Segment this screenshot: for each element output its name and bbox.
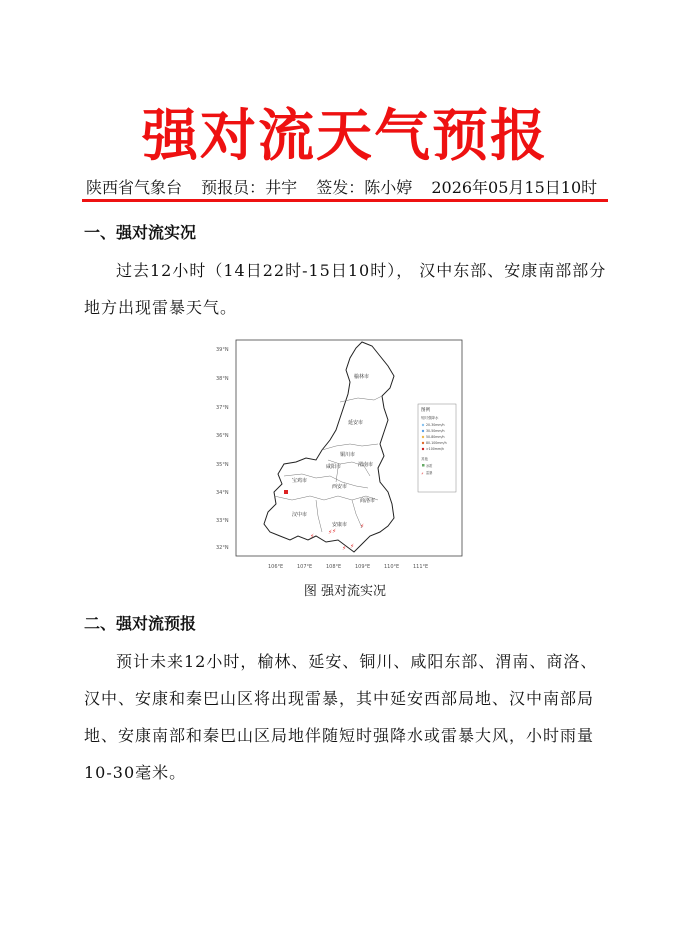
thunderstorm-marker: ⚡ bbox=[350, 543, 355, 550]
legend-rain-title: 短时强降水 bbox=[421, 416, 439, 420]
city-label: 渭南市 bbox=[358, 462, 374, 468]
observation-map bbox=[212, 336, 466, 572]
lat-label: 33°N bbox=[216, 518, 229, 524]
city-label: 铜川市 bbox=[340, 452, 356, 458]
map-legend bbox=[418, 404, 456, 492]
section2-text: 预计未来12小时，榆林、延安、铜川、咸阳东部、渭南、商洛、汉中、安康和秦巴山区将出现雷暴，其中延安西部局地、汉中南部局地、安康南部和秦巴山区局地伴随短时强降水或雷暴大风，小时雨量10-30毫米。 bbox=[84, 652, 598, 782]
city-label: 榆林市 bbox=[354, 374, 370, 380]
section1-heading: 一、强对流实况 bbox=[84, 223, 197, 242]
lon-label: 110°E bbox=[384, 564, 400, 570]
thunderstorm-marker: ⚡ bbox=[310, 533, 315, 540]
lon-label: 107°E bbox=[297, 564, 313, 570]
legend-item: 50-80mm/h bbox=[426, 435, 445, 439]
section2-heading: 二、强对流预报 bbox=[84, 614, 197, 633]
thunderstorm-marker: ⚡ bbox=[332, 528, 337, 535]
city-label: 安康市 bbox=[332, 522, 348, 528]
issuer: 签发：陈小婷 bbox=[316, 178, 413, 197]
header-divider bbox=[82, 199, 608, 202]
lat-label: 36°N bbox=[216, 433, 229, 439]
thunderstorm-marker: ⚡ bbox=[360, 523, 365, 530]
city-label: 咸阳市 bbox=[326, 464, 342, 470]
lon-label: 106°E bbox=[268, 564, 284, 570]
legend-item: 冰雹 bbox=[426, 464, 433, 468]
lat-label: 35°N bbox=[216, 462, 229, 468]
legend-other-title: 其他 bbox=[421, 457, 428, 461]
lat-label: 32°N bbox=[216, 545, 229, 551]
legend-title: 图例 bbox=[421, 408, 430, 413]
agency-name: 陕西省气象台 bbox=[86, 178, 183, 197]
lat-label: 39°N bbox=[216, 347, 229, 353]
lat-label: 38°N bbox=[216, 376, 229, 382]
section1-text: 过去12小时（14日22时-15日10时）， 汉中东部、安康南部部分地方出现雷暴天气。 bbox=[84, 261, 607, 317]
map-caption: 图 强对流实况 bbox=[303, 584, 387, 599]
lon-label: 111°E bbox=[413, 564, 429, 570]
observation-marker bbox=[284, 490, 288, 494]
issue-datetime: 2026年05月15日10时 bbox=[431, 178, 598, 197]
legend-item: 雷暴 bbox=[426, 471, 433, 475]
legend-item: >100mm/h bbox=[426, 447, 445, 451]
legend-item: 80-100mm/h bbox=[426, 441, 447, 445]
lat-label: 34°N bbox=[216, 490, 229, 496]
map-figure bbox=[212, 336, 466, 572]
city-label: 商洛市 bbox=[360, 498, 376, 504]
city-label: 西安市 bbox=[332, 484, 348, 490]
lat-label: 37°N bbox=[216, 405, 229, 411]
city-label: 汉中市 bbox=[292, 512, 308, 518]
city-label: 延安市 bbox=[348, 420, 364, 426]
lon-label: 108°E bbox=[326, 564, 342, 570]
lon-label: 109°E bbox=[355, 564, 371, 570]
svg-text:⚡: ⚡ bbox=[421, 471, 424, 476]
issuing-info bbox=[86, 175, 606, 198]
thunderstorm-marker: ⚡ bbox=[342, 545, 347, 552]
legend-item: 20-30mm/h bbox=[426, 423, 445, 427]
forecaster: 预报员：井宇 bbox=[201, 178, 298, 197]
legend-item: 30-50mm/h bbox=[426, 429, 445, 433]
city-label: 宝鸡市 bbox=[292, 478, 308, 484]
page-title: 强对流天气预报 bbox=[142, 104, 548, 169]
thunderstorm-marker: ⚡ bbox=[328, 529, 333, 536]
